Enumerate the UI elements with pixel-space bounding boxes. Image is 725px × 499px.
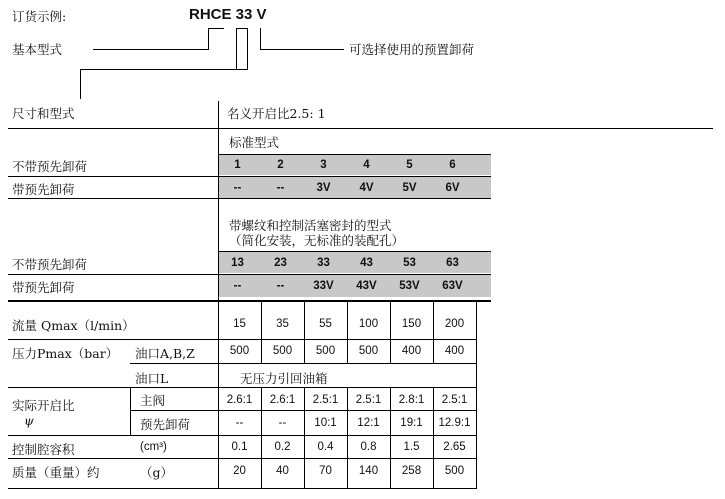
standard-row-with-unloading: 带预先卸荷 (12, 182, 75, 197)
control-volume-value: 2.65 (443, 441, 466, 453)
flow-value: 55 (319, 318, 332, 330)
mass-value: 70 (319, 465, 332, 477)
table-rule (8, 274, 491, 275)
control-volume-value: 1.5 (403, 441, 420, 453)
base-model-label: 基本型式 (12, 42, 63, 57)
standard-section-title: 标准型式 (229, 135, 280, 150)
threaded-unloading-code: 43V (356, 280, 377, 292)
control-volume-value: 0.8 (360, 441, 377, 453)
standard-unloading-code: 6V (445, 182, 460, 194)
pre-unloading-ratio: -- (278, 417, 287, 429)
threaded-unloading-code: 33V (313, 280, 334, 292)
table-rule (8, 458, 477, 459)
size-type-header: 尺寸和型式 (12, 106, 75, 121)
leader-line (260, 49, 344, 50)
control-volume-label: 控制腔容积 (12, 442, 75, 457)
flow-label: 流量 Qmax（l/min） (12, 318, 135, 333)
opening-ratio-label: 实际开启比 (12, 398, 75, 413)
standard-code: 2 (277, 159, 284, 171)
standard-unloading-code: 4V (359, 182, 374, 194)
pressure-value: 400 (444, 345, 465, 357)
table-rule (8, 198, 491, 199)
table-rule (8, 300, 491, 302)
pressure-label: 压力Pmax（bar） (12, 346, 119, 361)
pre-unloading-ratio: 12:1 (357, 417, 380, 429)
table-rule (476, 302, 477, 489)
control-volume-value: 0.2 (274, 441, 291, 453)
threaded-unloading-code: 53V (399, 280, 420, 292)
psi-symbol: ψ (24, 413, 34, 428)
mass-value: 500 (444, 465, 465, 477)
control-volume-value: 0.4 (317, 441, 334, 453)
leader-line (93, 49, 209, 50)
main-valve-ratio: 2.5:1 (441, 394, 468, 406)
leader-line (80, 69, 81, 99)
mass-value: 40 (276, 465, 289, 477)
pre-unloading-ratio: 12.9:1 (438, 417, 471, 429)
mass-value: 140 (358, 465, 379, 477)
order-code (189, 6, 267, 23)
order-code-prefix: RHCE (189, 6, 236, 23)
port-l-label: 油口L (135, 371, 169, 386)
table-rule (219, 251, 491, 252)
table-rule (8, 128, 713, 129)
threaded-section-title-1: 带螺纹和控制活塞密封的型式 (229, 218, 392, 233)
threaded-code: 23 (274, 257, 287, 269)
main-valve-ratio: 2.6:1 (269, 394, 296, 406)
table-rule (219, 154, 491, 155)
table-rule (8, 435, 477, 436)
port-l-value: 无压力引回油箱 (240, 371, 328, 386)
pressure-value: 500 (315, 345, 336, 357)
order-example-label: 订货示例: (12, 9, 67, 24)
port-abz-label: 油口A,B,Z (135, 346, 195, 361)
table-rule (8, 176, 491, 177)
standard-code: 5 (406, 159, 413, 171)
standard-unloading-code: -- (276, 182, 285, 194)
mass-unit: （g） (140, 465, 174, 480)
threaded-code: 53 (403, 257, 416, 269)
leader-line (236, 28, 237, 69)
standard-row-no-unloading: 不带预先卸荷 (12, 159, 88, 174)
flow-value: 150 (401, 318, 422, 330)
order-code-number: 33 (235, 6, 253, 23)
threaded-code: 13 (231, 257, 244, 269)
standard-unloading-code: 5V (402, 182, 417, 194)
option-label: 可选择使用的预置卸荷 (349, 42, 475, 57)
table-rule (8, 488, 477, 489)
mass-label: 质量（重量）约 (12, 465, 100, 480)
main-valve-ratio: 2.5:1 (312, 394, 339, 406)
main-valve-label: 主阀 (140, 393, 166, 408)
standard-code: 4 (363, 159, 370, 171)
threaded-unloading-code: -- (233, 280, 242, 292)
leader-line (208, 28, 224, 29)
table-rule (130, 388, 131, 435)
pressure-value: 400 (401, 345, 422, 357)
flow-value: 15 (233, 318, 246, 330)
threaded-row-with-unloading: 带预先卸荷 (12, 280, 75, 295)
threaded-unloading-code: -- (276, 280, 285, 292)
table-rule (218, 101, 219, 489)
main-valve-ratio: 2.6:1 (226, 394, 253, 406)
threaded-row-no-unloading: 不带预先卸荷 (12, 257, 88, 272)
main-valve-ratio: 2.8:1 (398, 394, 425, 406)
pressure-value: 500 (229, 345, 250, 357)
threaded-code: 43 (360, 257, 373, 269)
pre-unloading-ratio: 10:1 (314, 417, 337, 429)
pressure-value: 500 (272, 345, 293, 357)
standard-code: 6 (449, 159, 456, 171)
control-volume-unit: (cm³) (140, 441, 167, 453)
leader-line (208, 28, 209, 50)
standard-unloading-code: 3V (316, 182, 331, 194)
nominal-ratio-header: 名义开启比2.5: 1 (227, 106, 326, 121)
standard-unloading-code: -- (233, 182, 242, 194)
threaded-section-title-2: （简化安装，无标准的装配孔） (229, 233, 405, 248)
flow-value: 200 (444, 318, 465, 330)
table-rule (130, 410, 477, 411)
table-rule (130, 363, 477, 364)
table-rule (8, 387, 477, 388)
order-code-suffix: V (252, 6, 267, 23)
standard-code: 1 (234, 159, 241, 171)
pre-unloading-ratio: -- (235, 417, 244, 429)
threaded-unloading-code: 63V (442, 280, 463, 292)
threaded-code: 63 (446, 257, 459, 269)
table-rule (8, 339, 477, 340)
pre-unloading-ratio: 19:1 (400, 417, 423, 429)
mass-value: 20 (233, 465, 246, 477)
leader-line (260, 28, 261, 50)
main-valve-ratio: 2.5:1 (355, 394, 382, 406)
pre-unloading-label: 预先卸荷 (140, 417, 191, 432)
control-volume-value: 0.1 (231, 441, 248, 453)
mass-value: 258 (401, 465, 422, 477)
leader-line (80, 69, 248, 70)
leader-line (247, 28, 248, 70)
flow-value: 100 (358, 318, 379, 330)
flow-value: 35 (276, 318, 289, 330)
pressure-value: 500 (358, 345, 379, 357)
standard-code: 3 (320, 159, 327, 171)
threaded-code: 33 (317, 257, 330, 269)
